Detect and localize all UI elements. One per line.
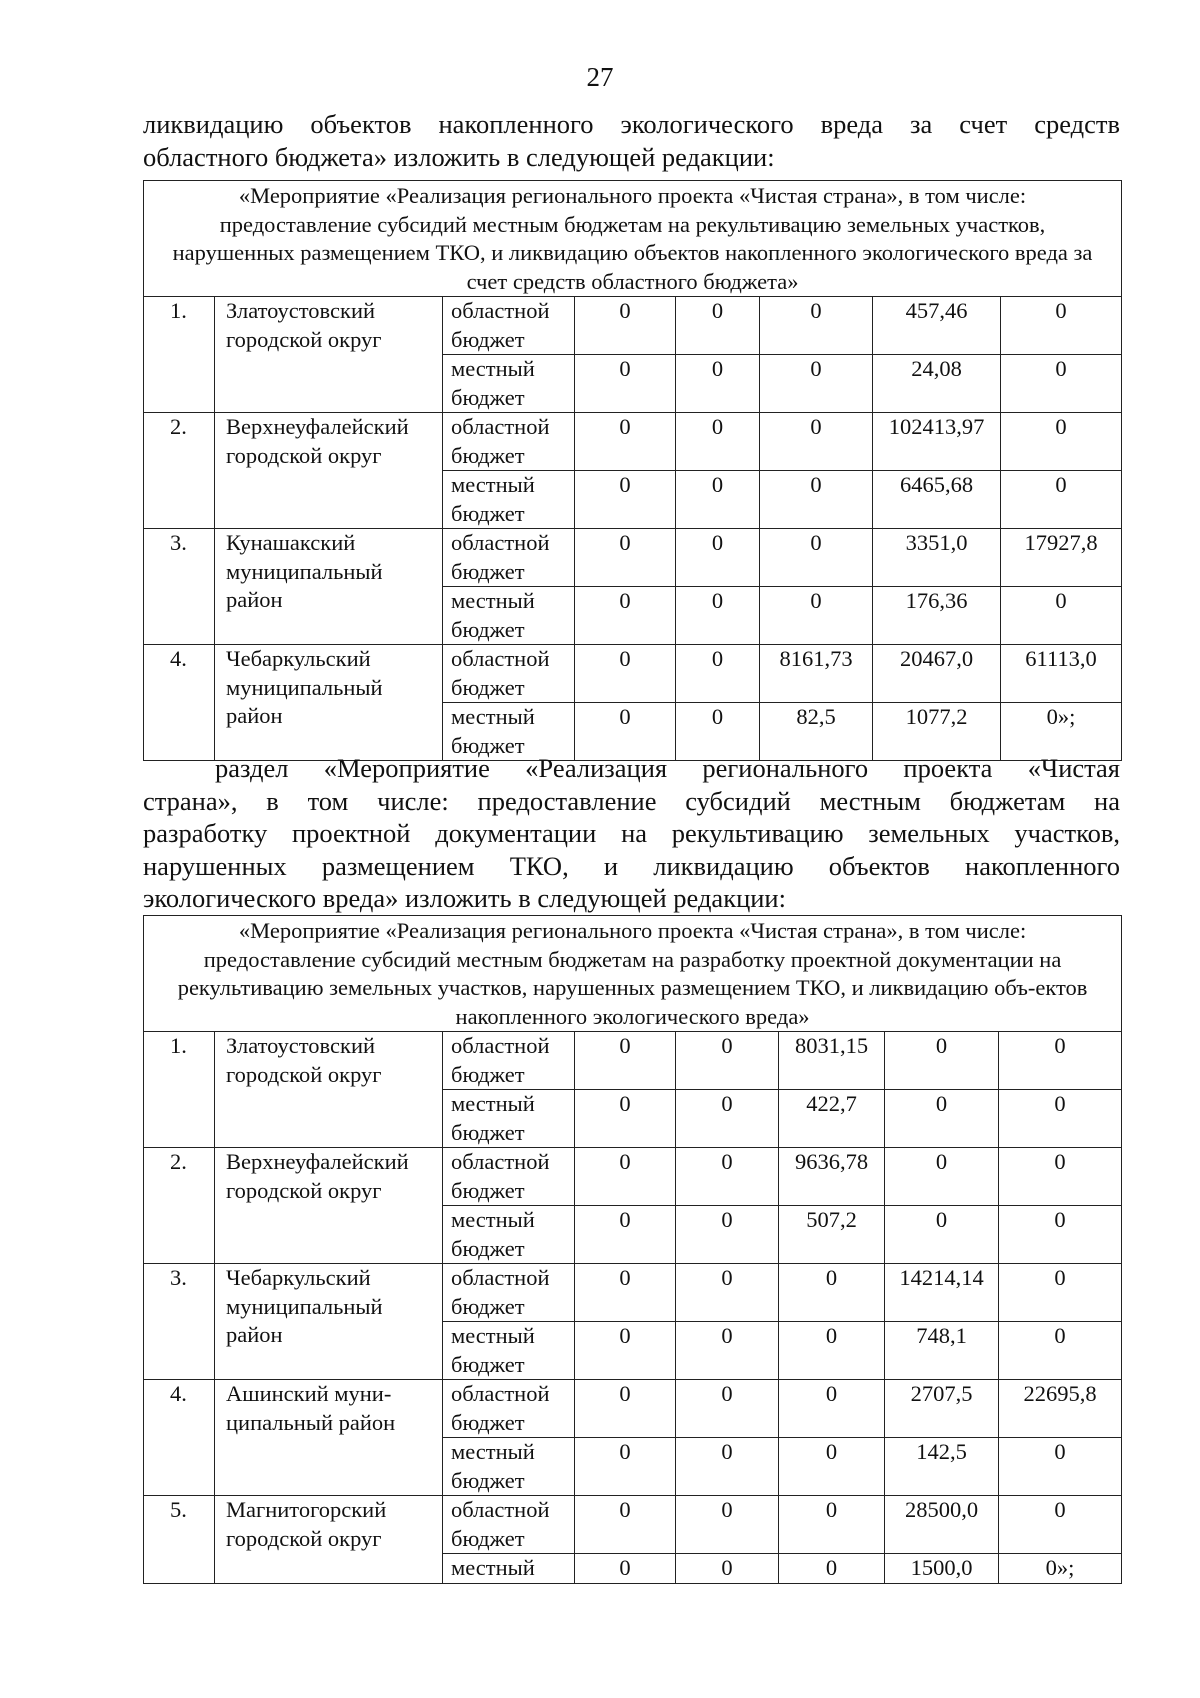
value-cell: 0 <box>575 1032 676 1090</box>
budget-type-local: местный бюджет <box>443 1438 575 1496</box>
row-number: 1. <box>144 1032 215 1148</box>
municipality-name: Чебаркульский муниципальный район <box>215 645 443 761</box>
budget-type-local: местный бюджет <box>443 587 575 645</box>
budget-type-regional: областной бюджет <box>443 1148 575 1206</box>
value-cell: 14214,14 <box>885 1264 999 1322</box>
value-cell: 0 <box>676 1206 779 1264</box>
value-cell: 2707,5 <box>885 1380 999 1438</box>
value-cell: 17927,8 <box>1001 529 1122 587</box>
table-row <box>144 1264 1122 1322</box>
value-cell: 0 <box>575 1090 676 1148</box>
value-cell: 142,5 <box>885 1438 999 1496</box>
value-cell: 0 <box>885 1090 999 1148</box>
value-cell: 0 <box>1001 297 1122 355</box>
row-number: 2. <box>144 1148 215 1264</box>
budget-type-regional: областной бюджет <box>443 645 575 703</box>
value-cell: 82,5 <box>760 703 873 761</box>
value-cell: 0 <box>575 355 676 413</box>
value-cell: 422,7 <box>779 1090 885 1148</box>
section-line-3: разработку проектной документации на рекультивацию земельных участков, <box>143 818 1120 848</box>
table-header-cell: «Мероприятие «Реализация регионального проекта «Чистая страна», в том числе: предоставление субсидий местным бюджетам на рекультивацию земельных участков, нарушенных размещением ТКО, и ликвидацию объектов накопленного экологического вреда за счет средств областного бюджета» <box>144 181 1122 297</box>
budget-type-regional: областной бюджет <box>443 1496 575 1554</box>
budget-type-regional: областной бюджет <box>443 413 575 471</box>
value-cell: 0 <box>760 355 873 413</box>
value-cell: 0 <box>575 1438 676 1496</box>
value-cell: 0 <box>779 1496 885 1554</box>
municipality-name: Магнитогорский городской округ <box>215 1496 443 1584</box>
value-cell: 0 <box>575 297 676 355</box>
value-cell: 9636,78 <box>779 1148 885 1206</box>
value-cell: 0 <box>885 1206 999 1264</box>
value-cell: 0 <box>676 1264 779 1322</box>
table-row <box>144 1032 1122 1090</box>
budget-type-regional: областной бюджет <box>443 297 575 355</box>
value-cell: 0 <box>760 529 873 587</box>
table-row <box>144 645 1122 703</box>
budget-type-local: местный бюджет <box>443 471 575 529</box>
value-cell: 22695,8 <box>999 1380 1122 1438</box>
value-cell: 0 <box>999 1032 1122 1090</box>
section-line-2: страна», в том числе: предоставление субсидий местным бюджетам на <box>143 785 1120 816</box>
budget-type-local: местный бюджет <box>443 355 575 413</box>
table-row <box>144 1380 1122 1438</box>
value-cell: 24,08 <box>873 355 1001 413</box>
value-cell: 0 <box>575 1148 676 1206</box>
value-cell: 102413,97 <box>873 413 1001 471</box>
row-number: 4. <box>144 1380 215 1496</box>
section-line-4: нарушенных размещением ТКО, и ликвидацию объектов накопленного <box>143 850 1120 881</box>
budget-type-regional: областной бюджет <box>443 1380 575 1438</box>
value-cell: 0 <box>575 1554 676 1584</box>
value-cell: 20467,0 <box>873 645 1001 703</box>
row-number: 1. <box>144 297 215 413</box>
value-cell: 457,46 <box>873 297 1001 355</box>
value-cell: 1077,2 <box>873 703 1001 761</box>
value-cell: 0 <box>676 355 760 413</box>
table-row <box>144 1496 1122 1554</box>
table-row <box>144 529 1122 587</box>
value-cell: 61113,0 <box>1001 645 1122 703</box>
value-cell: 0 <box>1001 413 1122 471</box>
value-cell: 176,36 <box>873 587 1001 645</box>
value-cell: 0 <box>999 1438 1122 1496</box>
value-cell: 0 <box>575 471 676 529</box>
value-cell: 507,2 <box>779 1206 885 1264</box>
value-cell: 0 <box>676 1090 779 1148</box>
municipality-name: Верхнеуфалейский городской округ <box>215 1148 443 1264</box>
table-header-row <box>144 181 1122 297</box>
municipality-name: Ашинский муни-ципальный район <box>215 1380 443 1496</box>
row-number: 5. <box>144 1496 215 1584</box>
value-cell: 0 <box>999 1496 1122 1554</box>
value-cell: 0 <box>779 1380 885 1438</box>
value-cell: 0 <box>575 703 676 761</box>
value-cell: 0 <box>575 1322 676 1380</box>
table-row <box>144 413 1122 471</box>
value-cell: 0 <box>676 1148 779 1206</box>
value-cell: 0»; <box>1001 703 1122 761</box>
value-cell: 0 <box>575 529 676 587</box>
value-cell: 0 <box>575 1496 676 1554</box>
value-cell: 0 <box>676 529 760 587</box>
value-cell: 0 <box>999 1148 1122 1206</box>
budget-type-regional: областной бюджет <box>443 529 575 587</box>
value-cell: 0 <box>676 1380 779 1438</box>
value-cell: 0 <box>779 1554 885 1584</box>
value-cell: 0 <box>575 413 676 471</box>
municipality-name: Верхнеуфалейский городской округ <box>215 413 443 529</box>
value-cell: 28500,0 <box>885 1496 999 1554</box>
value-cell: 748,1 <box>885 1322 999 1380</box>
value-cell: 0 <box>779 1264 885 1322</box>
page-number: 27 <box>586 62 614 92</box>
budget-type-local: местный бюджет <box>443 1322 575 1380</box>
row-number: 4. <box>144 645 215 761</box>
value-cell: 0 <box>676 471 760 529</box>
row-number: 2. <box>144 413 215 529</box>
row-number: 3. <box>144 1264 215 1380</box>
value-cell: 0 <box>575 1206 676 1264</box>
intro-line-2: областного бюджета» изложить в следующей редакции: <box>143 141 775 172</box>
budget-type-local: местный бюджет <box>443 1090 575 1148</box>
value-cell: 0 <box>676 645 760 703</box>
section-line-5: экологического вреда» изложить в следующей редакции: <box>143 883 786 913</box>
budget-table-2 <box>143 915 1122 1584</box>
value-cell: 0 <box>760 471 873 529</box>
value-cell: 0 <box>676 703 760 761</box>
value-cell: 0 <box>999 1322 1122 1380</box>
value-cell: 0 <box>999 1264 1122 1322</box>
value-cell: 0 <box>1001 587 1122 645</box>
table-header-cell: «Мероприятие «Реализация регионального проекта «Чистая страна», в том числе: предоставление субсидий местным бюджетам на разработку проектной документации на рекультивацию земельных участков, нарушенных размещением ТКО, и ликвидацию объ-ектов накопленного экологического вреда» <box>144 916 1122 1032</box>
municipality-name: Златоустовский городской округ <box>215 297 443 413</box>
value-cell: 0 <box>676 1032 779 1090</box>
section-paragraph <box>143 752 1120 915</box>
value-cell: 0 <box>676 1438 779 1496</box>
budget-type-regional: областной бюджет <box>443 1032 575 1090</box>
intro-paragraph <box>143 108 1120 173</box>
municipality-name: Чебаркульский муниципальный район <box>215 1264 443 1380</box>
value-cell: 0 <box>676 1322 779 1380</box>
value-cell: 0»; <box>999 1554 1122 1584</box>
value-cell: 8161,73 <box>760 645 873 703</box>
value-cell: 0 <box>885 1032 999 1090</box>
budget-type-regional: областной бюджет <box>443 1264 575 1322</box>
value-cell: 6465,68 <box>873 471 1001 529</box>
value-cell: 0 <box>760 413 873 471</box>
value-cell: 0 <box>885 1148 999 1206</box>
value-cell: 0 <box>676 1496 779 1554</box>
value-cell: 0 <box>760 587 873 645</box>
value-cell: 0 <box>1001 471 1122 529</box>
value-cell: 0 <box>760 297 873 355</box>
value-cell: 0 <box>676 413 760 471</box>
municipality-name: Кунашакский муниципальный район <box>215 529 443 645</box>
budget-type-local: местный бюджет <box>443 1206 575 1264</box>
budget-type-local: местный <box>443 1554 575 1584</box>
section-line-1: раздел «Мероприятие «Реализация регионального проекта «Чистая <box>215 753 1120 783</box>
value-cell: 0 <box>676 587 760 645</box>
value-cell: 0 <box>575 1380 676 1438</box>
value-cell: 0 <box>575 645 676 703</box>
value-cell: 0 <box>779 1322 885 1380</box>
budget-type-local: местный бюджет <box>443 703 575 761</box>
table-row <box>144 1148 1122 1206</box>
value-cell: 0 <box>999 1206 1122 1264</box>
value-cell: 1500,0 <box>885 1554 999 1584</box>
table-header-row <box>144 916 1122 1032</box>
value-cell: 0 <box>676 297 760 355</box>
value-cell: 0 <box>779 1438 885 1496</box>
value-cell: 0 <box>999 1090 1122 1148</box>
value-cell: 3351,0 <box>873 529 1001 587</box>
value-cell: 0 <box>575 1264 676 1322</box>
budget-table-1 <box>143 180 1122 761</box>
value-cell: 8031,15 <box>779 1032 885 1090</box>
intro-line-1: ликвидацию объектов накопленного экологического вреда за счет средств <box>143 109 1120 139</box>
table-row <box>144 297 1122 355</box>
value-cell: 0 <box>676 1554 779 1584</box>
value-cell: 0 <box>575 587 676 645</box>
value-cell: 0 <box>1001 355 1122 413</box>
municipality-name: Златоустовский городской округ <box>215 1032 443 1148</box>
row-number: 3. <box>144 529 215 645</box>
